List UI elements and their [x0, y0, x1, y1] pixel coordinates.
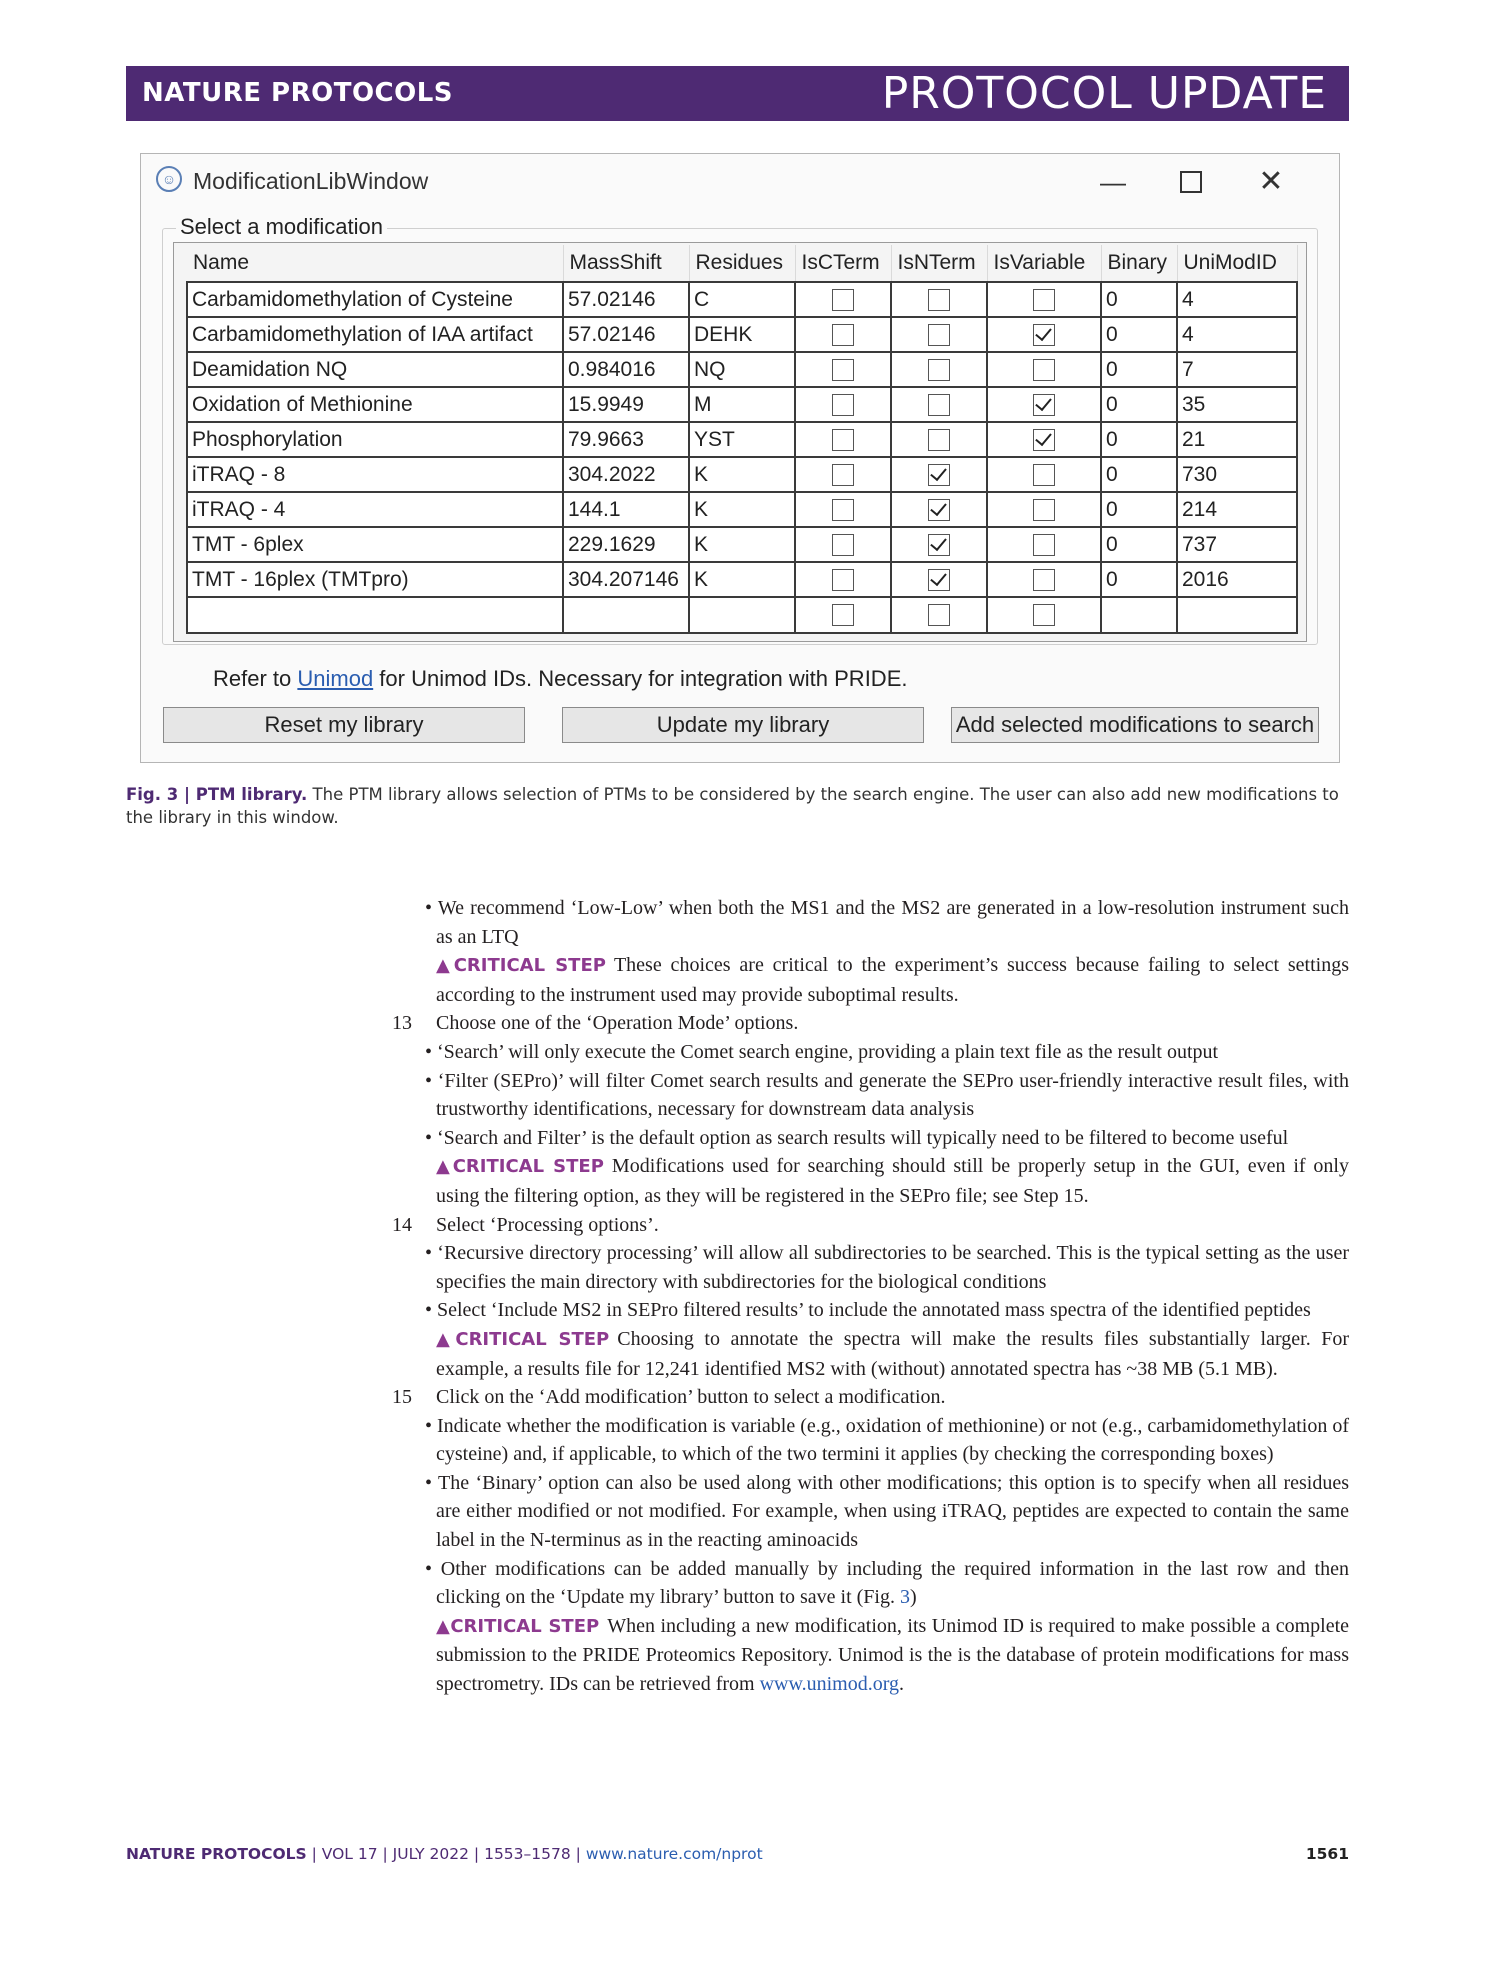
table-cell[interactable]: 0: [1101, 492, 1177, 527]
table-cell: [795, 562, 891, 597]
table-cell: [987, 282, 1101, 317]
window-title: ModificationLibWindow: [193, 168, 429, 194]
table-cell[interactable]: 57.02146: [563, 282, 689, 317]
list-item: • Indicate whether the modification is variable (e.g., oxidation of methionine) or not (e.g., carbamidomethylation of cysteine) and, if applicable, to which of the two termini it applies (by checking the corresponding boxes): [425, 1414, 1349, 1466]
is-nterm-checkbox[interactable]: [928, 464, 950, 486]
close-icon[interactable]: ✕: [1258, 165, 1284, 198]
column-header[interactable]: Residues: [689, 245, 795, 282]
table-cell: [891, 527, 987, 562]
is-variable-checkbox[interactable]: [1033, 499, 1055, 521]
table-cell[interactable]: Carbamidomethylation of Cysteine: [187, 282, 563, 317]
unimod-link[interactable]: Unimod: [297, 666, 374, 691]
column-header[interactable]: UniModID: [1177, 245, 1297, 282]
table-cell[interactable]: Oxidation of Methionine: [187, 387, 563, 422]
figure-caption: [126, 783, 1349, 829]
table-cell: [987, 597, 1101, 633]
table-cell[interactable]: 7: [1177, 352, 1297, 387]
table-row[interactable]: [187, 317, 1297, 352]
table-cell[interactable]: 229.1629: [563, 527, 689, 562]
footer-pages: 1553–1578: [484, 1845, 571, 1863]
critical-step-label: ▲CRITICAL STEP: [436, 955, 606, 977]
list-item: • Select ‘Include MS2 in SEPro filtered results’ to include the annotated mass spectra of the identified peptides: [425, 1299, 1311, 1322]
figure-label: Fig. 3 | PTM library.: [126, 785, 308, 804]
is-nterm-checkbox[interactable]: [928, 394, 950, 416]
new-entry-row[interactable]: [187, 597, 1297, 633]
is-nterm-checkbox[interactable]: [928, 499, 950, 521]
table-cell[interactable]: C: [689, 282, 795, 317]
table-row[interactable]: [187, 527, 1297, 562]
table-cell[interactable]: K: [689, 562, 795, 597]
table-cell[interactable]: 0: [1101, 422, 1177, 457]
minimize-icon[interactable]: —: [1100, 167, 1126, 197]
is-variable-checkbox[interactable]: [1033, 359, 1055, 381]
is-nterm-checkbox[interactable]: [928, 569, 950, 591]
table-row[interactable]: [187, 387, 1297, 422]
table-cell: [987, 527, 1101, 562]
list-item: • We recommend ‘Low-Low’ when both the MS1 and the MS2 are generated in a low-resolution instrument such as an LTQ: [425, 897, 1349, 948]
critical-step-label: ▲CRITICAL STEP: [436, 1615, 600, 1637]
modification-lib-window: [140, 153, 1340, 763]
step-number: 15: [392, 1386, 412, 1409]
protocol-body: [392, 894, 1349, 1699]
is-cterm-checkbox[interactable]: [832, 289, 854, 311]
table-cell[interactable]: NQ: [689, 352, 795, 387]
table-cell[interactable]: 0: [1101, 562, 1177, 597]
table-cell[interactable]: YST: [689, 422, 795, 457]
is-variable-checkbox[interactable]: [1033, 394, 1055, 416]
column-header[interactable]: IsCTerm: [795, 245, 891, 282]
is-variable-checkbox[interactable]: [1033, 534, 1055, 556]
table-cell: [987, 352, 1101, 387]
critical-step-text: These choices are critical to the experiment’s success because failing to select settings according to the instrument used may provide suboptimal results.: [436, 954, 1349, 1006]
table-row[interactable]: [187, 457, 1297, 492]
table-cell[interactable]: 15.9949: [563, 387, 689, 422]
step-number: 13: [392, 1012, 412, 1035]
table-cell[interactable]: 214: [1177, 492, 1297, 527]
table-cell[interactable]: iTRAQ - 4: [187, 492, 563, 527]
table-cell: [795, 317, 891, 352]
table-cell: [891, 457, 987, 492]
is-variable-checkbox[interactable]: [1033, 569, 1055, 591]
unimod-url-link[interactable]: www.unimod.org: [759, 1673, 900, 1696]
table-row[interactable]: [187, 492, 1297, 527]
table-cell[interactable]: 0: [1101, 282, 1177, 317]
journal-header: [126, 66, 1349, 121]
critical-step: [392, 1325, 1349, 1383]
step-15: [392, 1383, 1349, 1412]
figure-reference-link[interactable]: 3: [899, 1586, 910, 1609]
table-cell[interactable]: 35: [1177, 387, 1297, 422]
app-icon: ☺: [156, 166, 182, 192]
is-variable-checkbox[interactable]: [1033, 324, 1055, 346]
is-variable-checkbox[interactable]: [1033, 464, 1055, 486]
table-cell[interactable]: DEHK: [689, 317, 795, 352]
column-header[interactable]: IsVariable: [987, 245, 1101, 282]
table-cell[interactable]: 0.984016: [563, 352, 689, 387]
table-cell[interactable]: iTRAQ - 8: [187, 457, 563, 492]
is-nterm-checkbox[interactable]: [928, 604, 950, 626]
step-13: [392, 1009, 1349, 1038]
critical-step-label: ▲CRITICAL STEP: [436, 1156, 604, 1178]
footer-volume: VOL 17: [321, 1845, 378, 1863]
table-cell: [987, 317, 1101, 352]
is-variable-checkbox[interactable]: [1033, 604, 1055, 626]
is-cterm-checkbox[interactable]: [832, 569, 854, 591]
is-cterm-checkbox[interactable]: [832, 429, 854, 451]
table-cell[interactable]: 144.1: [563, 492, 689, 527]
table-cell[interactable]: 304.2022: [563, 457, 689, 492]
is-nterm-checkbox[interactable]: [928, 359, 950, 381]
step-text: Choose one of the ‘Operation Mode’ options.: [436, 1012, 799, 1035]
is-nterm-checkbox[interactable]: [928, 534, 950, 556]
table-cell: [891, 597, 987, 633]
window-titlebar: [141, 154, 1339, 210]
table-cell[interactable]: 2016: [1177, 562, 1297, 597]
table-cell: [795, 597, 891, 633]
critical-step-text: Choosing to annotate the spectra will make the results files substantially larger. For example, a results file for 12,241 identified MS2 with (without) annotated spectra has ~38 MB (5.1 MB).: [436, 1327, 1350, 1380]
is-variable-checkbox[interactable]: [1033, 429, 1055, 451]
table-cell: [891, 492, 987, 527]
critical-step-text: .: [899, 1673, 905, 1696]
column-header[interactable]: Binary: [1101, 245, 1177, 282]
footer-journal: NATURE PROTOCOLS: [126, 1845, 307, 1863]
footer-url[interactable]: www.nature.com/nprot: [585, 1845, 763, 1863]
list-item: • ‘Search and Filter’ is the default option as search results will typically need to be filtered to become useful: [425, 1126, 1289, 1149]
is-cterm-checkbox[interactable]: [832, 464, 854, 486]
critical-step-text: Modifications used for searching should still be properly setup in the GUI, even if only using the filtering option, as they will be registered in the SEPro file; see Step 15.: [436, 1155, 1349, 1207]
is-nterm-checkbox[interactable]: [928, 289, 950, 311]
is-cterm-checkbox[interactable]: [832, 499, 854, 521]
table-cell: [891, 352, 987, 387]
maximize-icon[interactable]: [1171, 164, 1211, 200]
table-cell[interactable]: K: [689, 457, 795, 492]
page-number: 1561: [1305, 1845, 1349, 1863]
table-cell: [795, 282, 891, 317]
table-row[interactable]: [187, 562, 1297, 597]
critical-step: [392, 1152, 1349, 1210]
note-suffix: for Unimod IDs. Necessary for integration with PRIDE.: [373, 666, 908, 691]
table-cell[interactable]: 79.9663: [563, 422, 689, 457]
page-footer: NATURE PROTOCOLS | VOL 17 | JULY 2022 | 1553–1578 | www.nature.com/nprot 1561: [126, 1845, 1349, 1863]
critical-step: [392, 1612, 1349, 1699]
is-variable-checkbox[interactable]: [1033, 289, 1055, 311]
table-row[interactable]: [187, 352, 1297, 387]
step-text: Select ‘Processing options’.: [436, 1213, 659, 1236]
table-cell[interactable]: 0: [1101, 387, 1177, 422]
is-cterm-checkbox[interactable]: [832, 534, 854, 556]
list-item-text: ): [909, 1586, 917, 1609]
table-row[interactable]: [187, 422, 1297, 457]
table-cell: [987, 387, 1101, 422]
list-item: • ‘Recursive directory processing’ will allow all subdirectories to be searched. This is the typical setting as the user specifies the main directory with subdirectories for the biological conditions: [425, 1242, 1349, 1293]
table-cell[interactable]: TMT - 6plex: [187, 527, 563, 562]
article-type: PROTOCOL UPDATE: [881, 68, 1327, 119]
table-cell[interactable]: [1101, 597, 1177, 633]
table-cell[interactable]: 57.02146: [563, 317, 689, 352]
table-cell[interactable]: 730: [1177, 457, 1297, 492]
list-item: • ‘Search’ will only execute the Comet search engine, providing a plain text file as the result output: [425, 1040, 1219, 1063]
note-prefix: Refer to: [213, 666, 298, 691]
table-cell[interactable]: [563, 597, 689, 633]
unimod-note: [213, 666, 907, 692]
step-number: 14: [392, 1213, 412, 1236]
table-cell[interactable]: 0: [1101, 527, 1177, 562]
table-cell[interactable]: Carbamidomethylation of IAA artifact: [187, 317, 563, 352]
table-row[interactable]: [187, 282, 1297, 317]
is-cterm-checkbox[interactable]: [832, 394, 854, 416]
list-item-text: • Other modifications can be added manually by including the required information in the last row and then clicking on the ‘Update my library’ button to save it (Fig.: [425, 1557, 1349, 1609]
table-cell[interactable]: 0: [1101, 352, 1177, 387]
step-14: [392, 1211, 1349, 1240]
caption-text: The PTM library allows selection of PTMs to be considered by the search engine. The user can also add new modifications to the library in this window.: [126, 785, 1339, 827]
table-cell: [987, 562, 1101, 597]
table-cell[interactable]: 4: [1177, 282, 1297, 317]
table-cell: [795, 457, 891, 492]
list-item: • ‘Filter (SEPro)’ will filter Comet search results and generate the SEPro user-friendly interactive result files, with trustworthy identifications, necessary for downstream data analysis: [425, 1069, 1349, 1121]
table-cell: [891, 282, 987, 317]
group-label: Select a modification: [176, 214, 387, 240]
table-cell[interactable]: [1177, 597, 1297, 633]
table-cell: [891, 562, 987, 597]
table-cell: [795, 527, 891, 562]
table-cell: [795, 387, 891, 422]
step-text: Click on the ‘Add modification’ button to select a modification.: [436, 1386, 946, 1409]
critical-step-text: When including a new modification, its Unimod ID is required to make possible a complete submission to the PRIDE Proteomics Repository. Unimod is the is the database of protein modifications for mass spectrometry. IDs can be retrieved from: [436, 1614, 1349, 1696]
column-header[interactable]: IsNTerm: [891, 245, 987, 282]
critical-step-label: ▲CRITICAL STEP: [436, 1328, 610, 1350]
table-cell[interactable]: K: [689, 527, 795, 562]
is-nterm-checkbox[interactable]: [928, 324, 950, 346]
column-header[interactable]: MassShift: [563, 245, 689, 282]
table-cell: [795, 492, 891, 527]
journal-name: NATURE PROTOCOLS: [142, 78, 454, 108]
table-cell[interactable]: Deamidation NQ: [187, 352, 563, 387]
column-header[interactable]: Name: [187, 245, 563, 282]
table-cell[interactable]: 4: [1177, 317, 1297, 352]
table-cell: [987, 457, 1101, 492]
table-cell[interactable]: 0: [1101, 457, 1177, 492]
critical-step: [392, 951, 1349, 1009]
footer-date: JULY 2022: [392, 1845, 469, 1863]
update-library-button[interactable]: Update my library: [562, 707, 924, 743]
table-cell: [891, 317, 987, 352]
table-cell[interactable]: K: [689, 492, 795, 527]
table-cell[interactable]: [187, 597, 563, 633]
list-item: [392, 1555, 1349, 1612]
modification-grid: [173, 242, 1307, 642]
table-cell: [987, 422, 1101, 457]
table-cell[interactable]: 737: [1177, 527, 1297, 562]
table-cell: [987, 492, 1101, 527]
is-cterm-checkbox[interactable]: [832, 604, 854, 626]
table-cell: [795, 422, 891, 457]
table-cell[interactable]: 0: [1101, 317, 1177, 352]
is-nterm-checkbox[interactable]: [928, 429, 950, 451]
table-cell: [795, 352, 891, 387]
table-cell[interactable]: Phosphorylation: [187, 422, 563, 457]
add-selected-modifications-button[interactable]: Add selected modifications to search: [951, 707, 1319, 743]
table-cell[interactable]: TMT - 16plex (TMTpro): [187, 562, 563, 597]
table-cell[interactable]: M: [689, 387, 795, 422]
list-item: • The ‘Binary’ option can also be used along with other modifications; this option is to specify when all residues are either modified or not modified. For example, when using iTRAQ, peptides are expected to contain the same label in the N-terminus as in the reacting aminoacids: [425, 1471, 1349, 1552]
table-header-row: [187, 245, 1297, 282]
table-cell[interactable]: 304.207146: [563, 562, 689, 597]
reset-library-button[interactable]: Reset my library: [163, 707, 525, 743]
is-cterm-checkbox[interactable]: [832, 324, 854, 346]
table-cell[interactable]: [689, 597, 795, 633]
modification-table: [186, 245, 1298, 634]
is-cterm-checkbox[interactable]: [832, 359, 854, 381]
table-cell[interactable]: 21: [1177, 422, 1297, 457]
table-cell: [891, 422, 987, 457]
table-cell: [891, 387, 987, 422]
